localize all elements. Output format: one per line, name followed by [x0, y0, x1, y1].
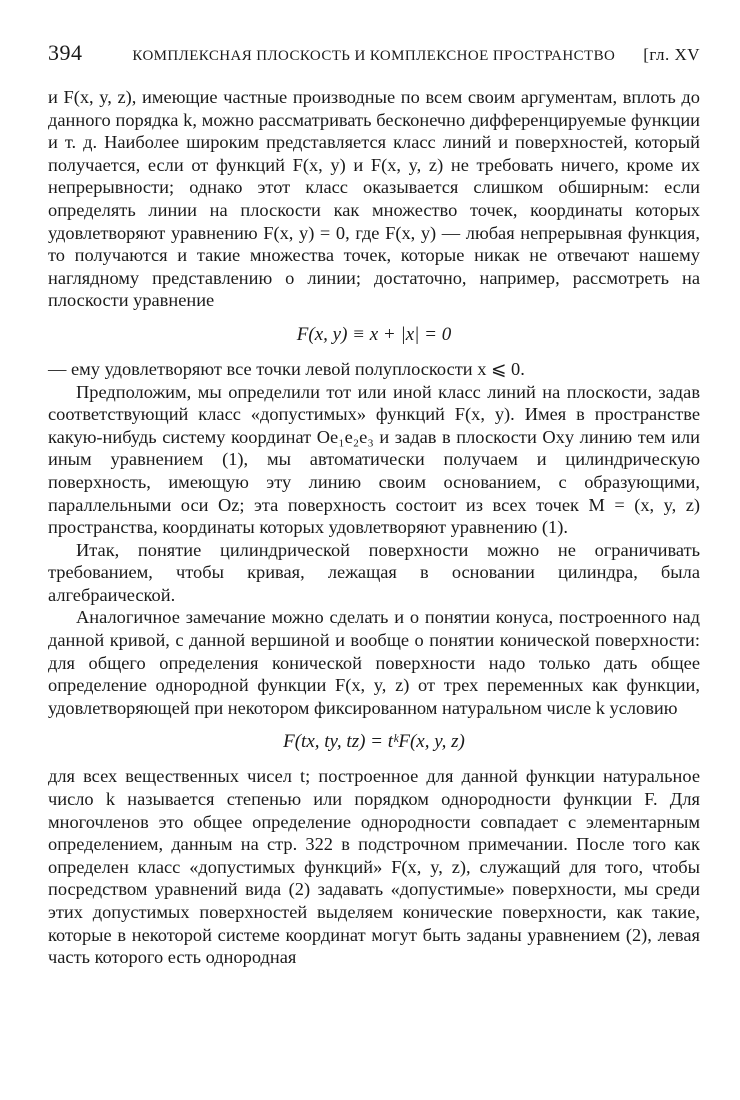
chapter-label: [гл. XV — [643, 45, 700, 64]
running-title: КОМПЛЕКСНАЯ ПЛОСКОСТЬ И КОМПЛЕКСНОЕ ПРОСТРАНСТВО — [132, 48, 616, 64]
paragraph-3: Предположим, мы определили тот или иной класс линий на плоскости, задав соответствующий класс «допустимых» функций F(x, y). Имея в пространстве какую-нибудь систему координат Oe₁e₂e₃ и задав в плоскости Oxy линию тем или иным уравнением (1), мы автоматически получаем и цилиндрическую поверхность, имеющую эту линию своим основанием, с образующими, параллельными оси Oz; эта поверхность состоит из всех точек M = (x, y, z) пространства, координаты которых удовлетворяют уравнению (1). — [48, 381, 700, 538]
paragraph-4: Итак, понятие цилиндрической поверхности можно не ограничивать требованием, чтобы кривая, лежащая в основании цилиндра, была алгебраической. — [48, 539, 700, 605]
page-header — [48, 40, 700, 86]
page-number: 394 — [48, 40, 83, 65]
paragraph-5: Аналогичное замечание можно сделать и о понятии конуса, построенного над данной кривой, с данной вершиной и вообще о понятии конической поверхности: для общего определения конической поверхности надо только дать общее определение однородной функции F(x, y, z) от трех переменных как функции, удовлетворяющей при некотором фиксированном натуральном числе k условию — [48, 607, 700, 718]
book-page — [48, 40, 700, 969]
formula-2: F(tx, ty, tz) = tᵏF(x, y, z) — [283, 731, 465, 753]
paragraph-2: — ему удовлетворяют все точки левой полуплоскости x ⩽ 0. — [48, 358, 525, 379]
paragraph-6: для всех вещественных чисел t; построенное для данной функции натуральное число k называется степенью или порядком однородности функции F. Для многочленов это общее определение однородности совпадает с элементарным определением, данным на стр. 322 в подстрочном примечании. После того как определен класс «допустимых функций» F(x, y, z), служащий для того, чтобы посредством уравнений вида (2) задавать «допустимые» поверхности, мы среди этих допустимых поверхностей выделяем конические поверхности, как такие, которые в некоторой системе координат могут быть заданы уравнением (2), левая часть которого есть однородная — [48, 766, 700, 968]
paragraph-1: и F(x, y, z), имеющие частные производные по всем своим аргументам, вплоть до данного порядка k, можно рассматривать бесконечно дифференцируемые функции и т. д. Наиболее широким представляется класс линий и поверхностей, который получается, если от функций F(x, y) и F(x, y, z) не требовать ничего, кроме их непрерывности; однако этот класс оказывается слишком обширным: если определять линии на плоскости как множество точек, координаты которых удовлетворяют уравнению F(x, y) = 0, где F(x, y) — любая непрерывная функция, то получаются и такие множества точек, которые никак не отвечают нашему наглядному представлению о линии; достаточно, например, рассмотреть на плоскости уравнение — [48, 87, 700, 311]
formula-1: F(x, y) ≡ x + |x| = 0 — [296, 323, 452, 345]
